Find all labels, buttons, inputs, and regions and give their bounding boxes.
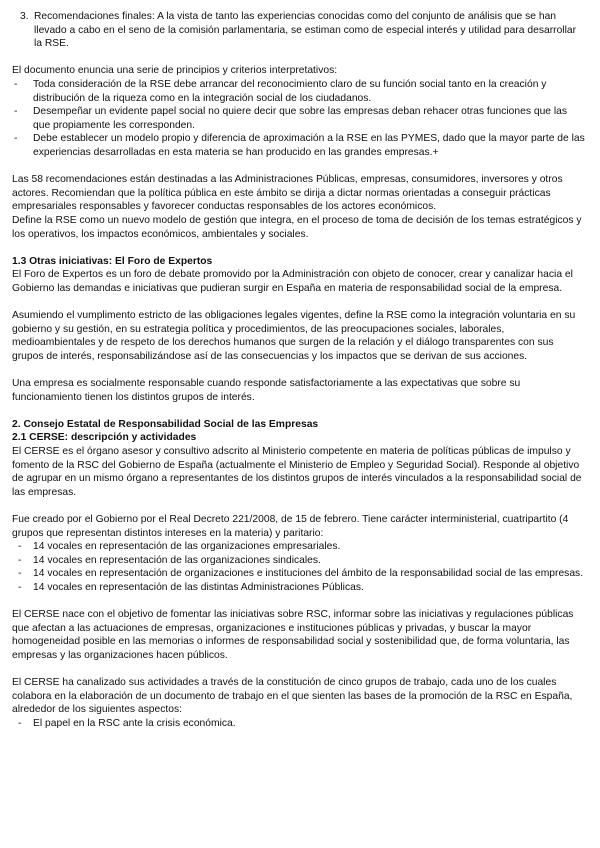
list-item: - Desempeñar un evidente papel social no quiere decir que sobre las empresas deban rehacer otras funciones que las que propiamente les corresponden.: [12, 105, 586, 132]
section-heading-2-1: 2.1 CERSE: descripción y actividades: [12, 432, 197, 444]
list-item: - El papel en la RSC ante la crisis económica.: [12, 717, 586, 731]
principles-list: [12, 78, 586, 160]
aspects-list: [12, 717, 586, 731]
list-item: - 14 vocales en representación de las organizaciones empresariales.: [12, 540, 586, 554]
document-page: [12, 10, 586, 730]
cerse-paragraph: El CERSE es el órgano asesor y consultivo adscrito al Ministerio competente en materia de políticas públicas de impulso y fomento de la RSC del Gobierno de España (actualmente el Ministerio de Empleo y Seguridad Social). Responde al objetivo de agrupar en un mismo órgano a representantes de los distintos grupos de interés vinculados a la responsabilidad social de las empresas.: [12, 446, 582, 498]
principles-intro: El documento enuncia una serie de principios y criterios interpretativos:: [12, 65, 338, 77]
rse-integration-paragraph: Asumiendo el vumplimento estricto de las obligaciones legales vigentes, define la RSE como la integración voluntaria en su gobierno y su gestión, en su estrategia política y procedimientos, de las preocupaciones sociales, laborales, medioambientales y de respeto de los derechos humanos que surgen de la relación y el diálogo transparentes con sus grupos de interés, responsabilizándose así de las consecuencias y los impactos que se derivan de sus acciones.: [12, 310, 576, 362]
cerse-objective-paragraph: El CERSE nace con el objetivo de fomentar las iniciativas sobre RSC, informar sobre las iniciativas y regulaciones públicas que afectan a las actuaciones de empresas, organizaciones e instituciones públicas y privadas, y buscar la mayor homogeneidad posible en las memorias o informes de responsabilidad social y sostenibilidad que, de forma voluntaria, las empresas y las organizaciones hacen públicos.: [12, 609, 574, 661]
recommendations-paragraph: Las 58 recomendaciones están destinadas a las Administraciones Públicas, empresas, consumidores, inversores y otros actores. Recomiendan que la política pública en este ámbito se dirija a dictar normas orientadas a conseguir prácticas empresariales responsables y favorecer conductas responsables de los actores económicos.: [12, 174, 563, 213]
foro-paragraph: El Foro de Expertos es un foro de debate promovido por la Administración con objeto de conocer, crear y canalizar hacia el Gobierno las demandas e iniciativas que pudieran surgir en España en materia de responsabilidad social de la empresa.: [12, 269, 573, 294]
item-text: Recomendaciones finales: A la vista de tanto las experiencias conocidas como del conjunto de análisis que se han llevado a cabo en el seno de la comisión parlamentaria, se estiman como de especial interés y utilidad para desarrollar la RSE.: [34, 11, 577, 50]
recommendations-item: [12, 10, 586, 51]
list-item: - 14 vocales en representación de organizaciones e instituciones del ámbito de la responsabilidad social de las empresas.: [12, 567, 586, 581]
list-item: - 14 vocales en representación de las organizaciones sindicales.: [12, 554, 586, 568]
list-item: - Debe establecer un modelo propio y diferencia de aproximación a la RSE en las PYMES, dado que la mayor parte de las experiencias desarrolladas en esta materia se han producido en las grandes empresas.+: [12, 132, 586, 159]
creation-paragraph: Fue creado por el Gobierno por el Real Decreto 221/2008, de 15 de febrero. Tiene carácter interministerial, cuatripartito (4 grupos que representan distintos intereses en la materia) y paritario:: [12, 513, 569, 539]
responsible-company-paragraph: Una empresa es socialmente responsable cuando responde satisfactoriamente a las expectativas que sobre su funcionamiento tienen los distintos grupos de interés.: [12, 378, 521, 403]
item-number: 3.: [20, 11, 29, 22]
list-item: - Toda consideración de la RSE debe arrancar del reconocimiento claro de su función social tanto en la creación y distribución de la riqueza como en la integración social de los ciudadanos.: [12, 78, 586, 105]
rse-definition-paragraph: Define la RSE como un nuevo modelo de gestión que integra, en el proceso de toma de decisión de los temas estratégicos y los operativos, los impactos económicos, ambientales y sociales.: [12, 214, 582, 240]
section-heading-2: 2. Consejo Estatal de Responsabilidad Social de las Empresas: [12, 418, 319, 430]
section-heading-1-3: 1.3 Otras iniciativas: El Foro de Expertos: [12, 255, 213, 267]
vocales-list: [12, 540, 586, 594]
working-groups-paragraph: El CERSE ha canalizado sus actividades a través de la constitución de cinco grupos de trabajo, cada uno de los cuales colabora en la elaboración de un documento de trabajo en el que sienten las bases de la promoción de la RSC en España, alrededor de los siguientes aspectos:: [12, 677, 573, 716]
list-item: - 14 vocales en representación de las distintas Administraciones Públicas.: [12, 581, 586, 595]
